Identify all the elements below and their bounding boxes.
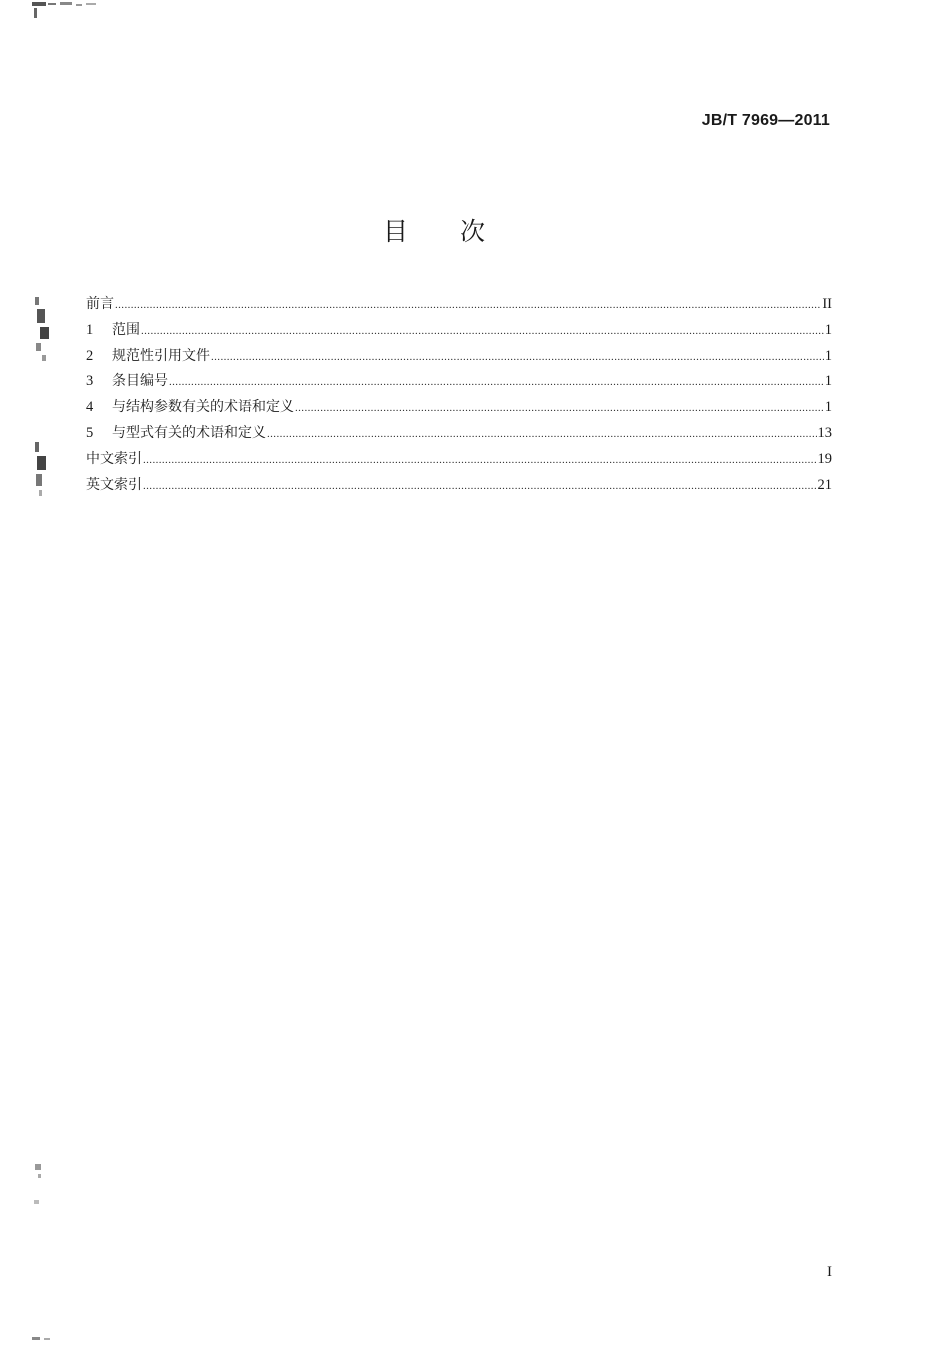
toc-dot-leader [115, 299, 821, 311]
toc-entry-structural-terms[interactable] [86, 396, 832, 422]
toc-entry-page: 1 [824, 399, 832, 416]
toc-entry-label: 条目编号 [112, 373, 168, 390]
standard-code: JB/T 7969—2011 [701, 112, 830, 129]
toc-dot-leader [141, 325, 824, 337]
toc-dot-leader [295, 402, 824, 414]
toc-dot-leader [211, 351, 824, 363]
toc-entry-number: 4 [86, 399, 94, 416]
toc-entry-label: 与结构参数有关的术语和定义 [112, 399, 294, 416]
toc-entry-label: 前言 [86, 296, 114, 312]
scan-noise-bottom-left [30, 1334, 60, 1344]
toc-entry-label: 中文索引 [86, 450, 142, 467]
toc-entry-label: 范围 [112, 321, 140, 338]
toc-title: 目次 [382, 217, 537, 246]
toc-entry-item-numbering[interactable] [86, 370, 832, 396]
toc-entry-page: 1 [824, 321, 832, 338]
toc-entry-page: 13 [817, 424, 832, 441]
toc-entry-page: 1 [824, 373, 832, 390]
toc-entry-page: 19 [817, 450, 832, 467]
scan-noise-left-2 [30, 440, 52, 500]
scan-noise-left-1 [30, 295, 56, 370]
toc-entry-page: II [822, 296, 832, 312]
scan-noise-top-left [30, 0, 110, 24]
page-number: I [827, 1264, 832, 1280]
toc-dot-leader [267, 428, 817, 440]
toc-entry-normative-references[interactable] [86, 345, 832, 371]
toc-dot-leader [143, 454, 817, 466]
toc-entry-preface[interactable] [86, 293, 832, 319]
toc-entry-label: 与型式有关的术语和定义 [112, 424, 266, 441]
toc-entry-page: 1 [824, 347, 832, 364]
toc-entry-english-index[interactable] [86, 474, 832, 500]
toc-entry-label: 英文索引 [86, 476, 142, 493]
toc-dot-leader [169, 376, 824, 388]
toc-entry-number: 2 [86, 347, 94, 364]
toc-entry-label: 规范性引用文件 [112, 347, 210, 364]
toc-entry-number: 5 [86, 424, 94, 441]
toc-entry-number: 1 [86, 321, 94, 338]
scan-noise-left-3 [30, 1160, 50, 1220]
toc-entry-chinese-index[interactable] [86, 448, 832, 474]
table-of-contents [86, 293, 832, 499]
toc-dot-leader [143, 480, 817, 492]
toc-entry-scope[interactable] [86, 319, 832, 345]
toc-entry-number: 3 [86, 373, 94, 390]
toc-entry-page: 21 [817, 476, 832, 493]
toc-entry-type-terms[interactable] [86, 422, 832, 448]
